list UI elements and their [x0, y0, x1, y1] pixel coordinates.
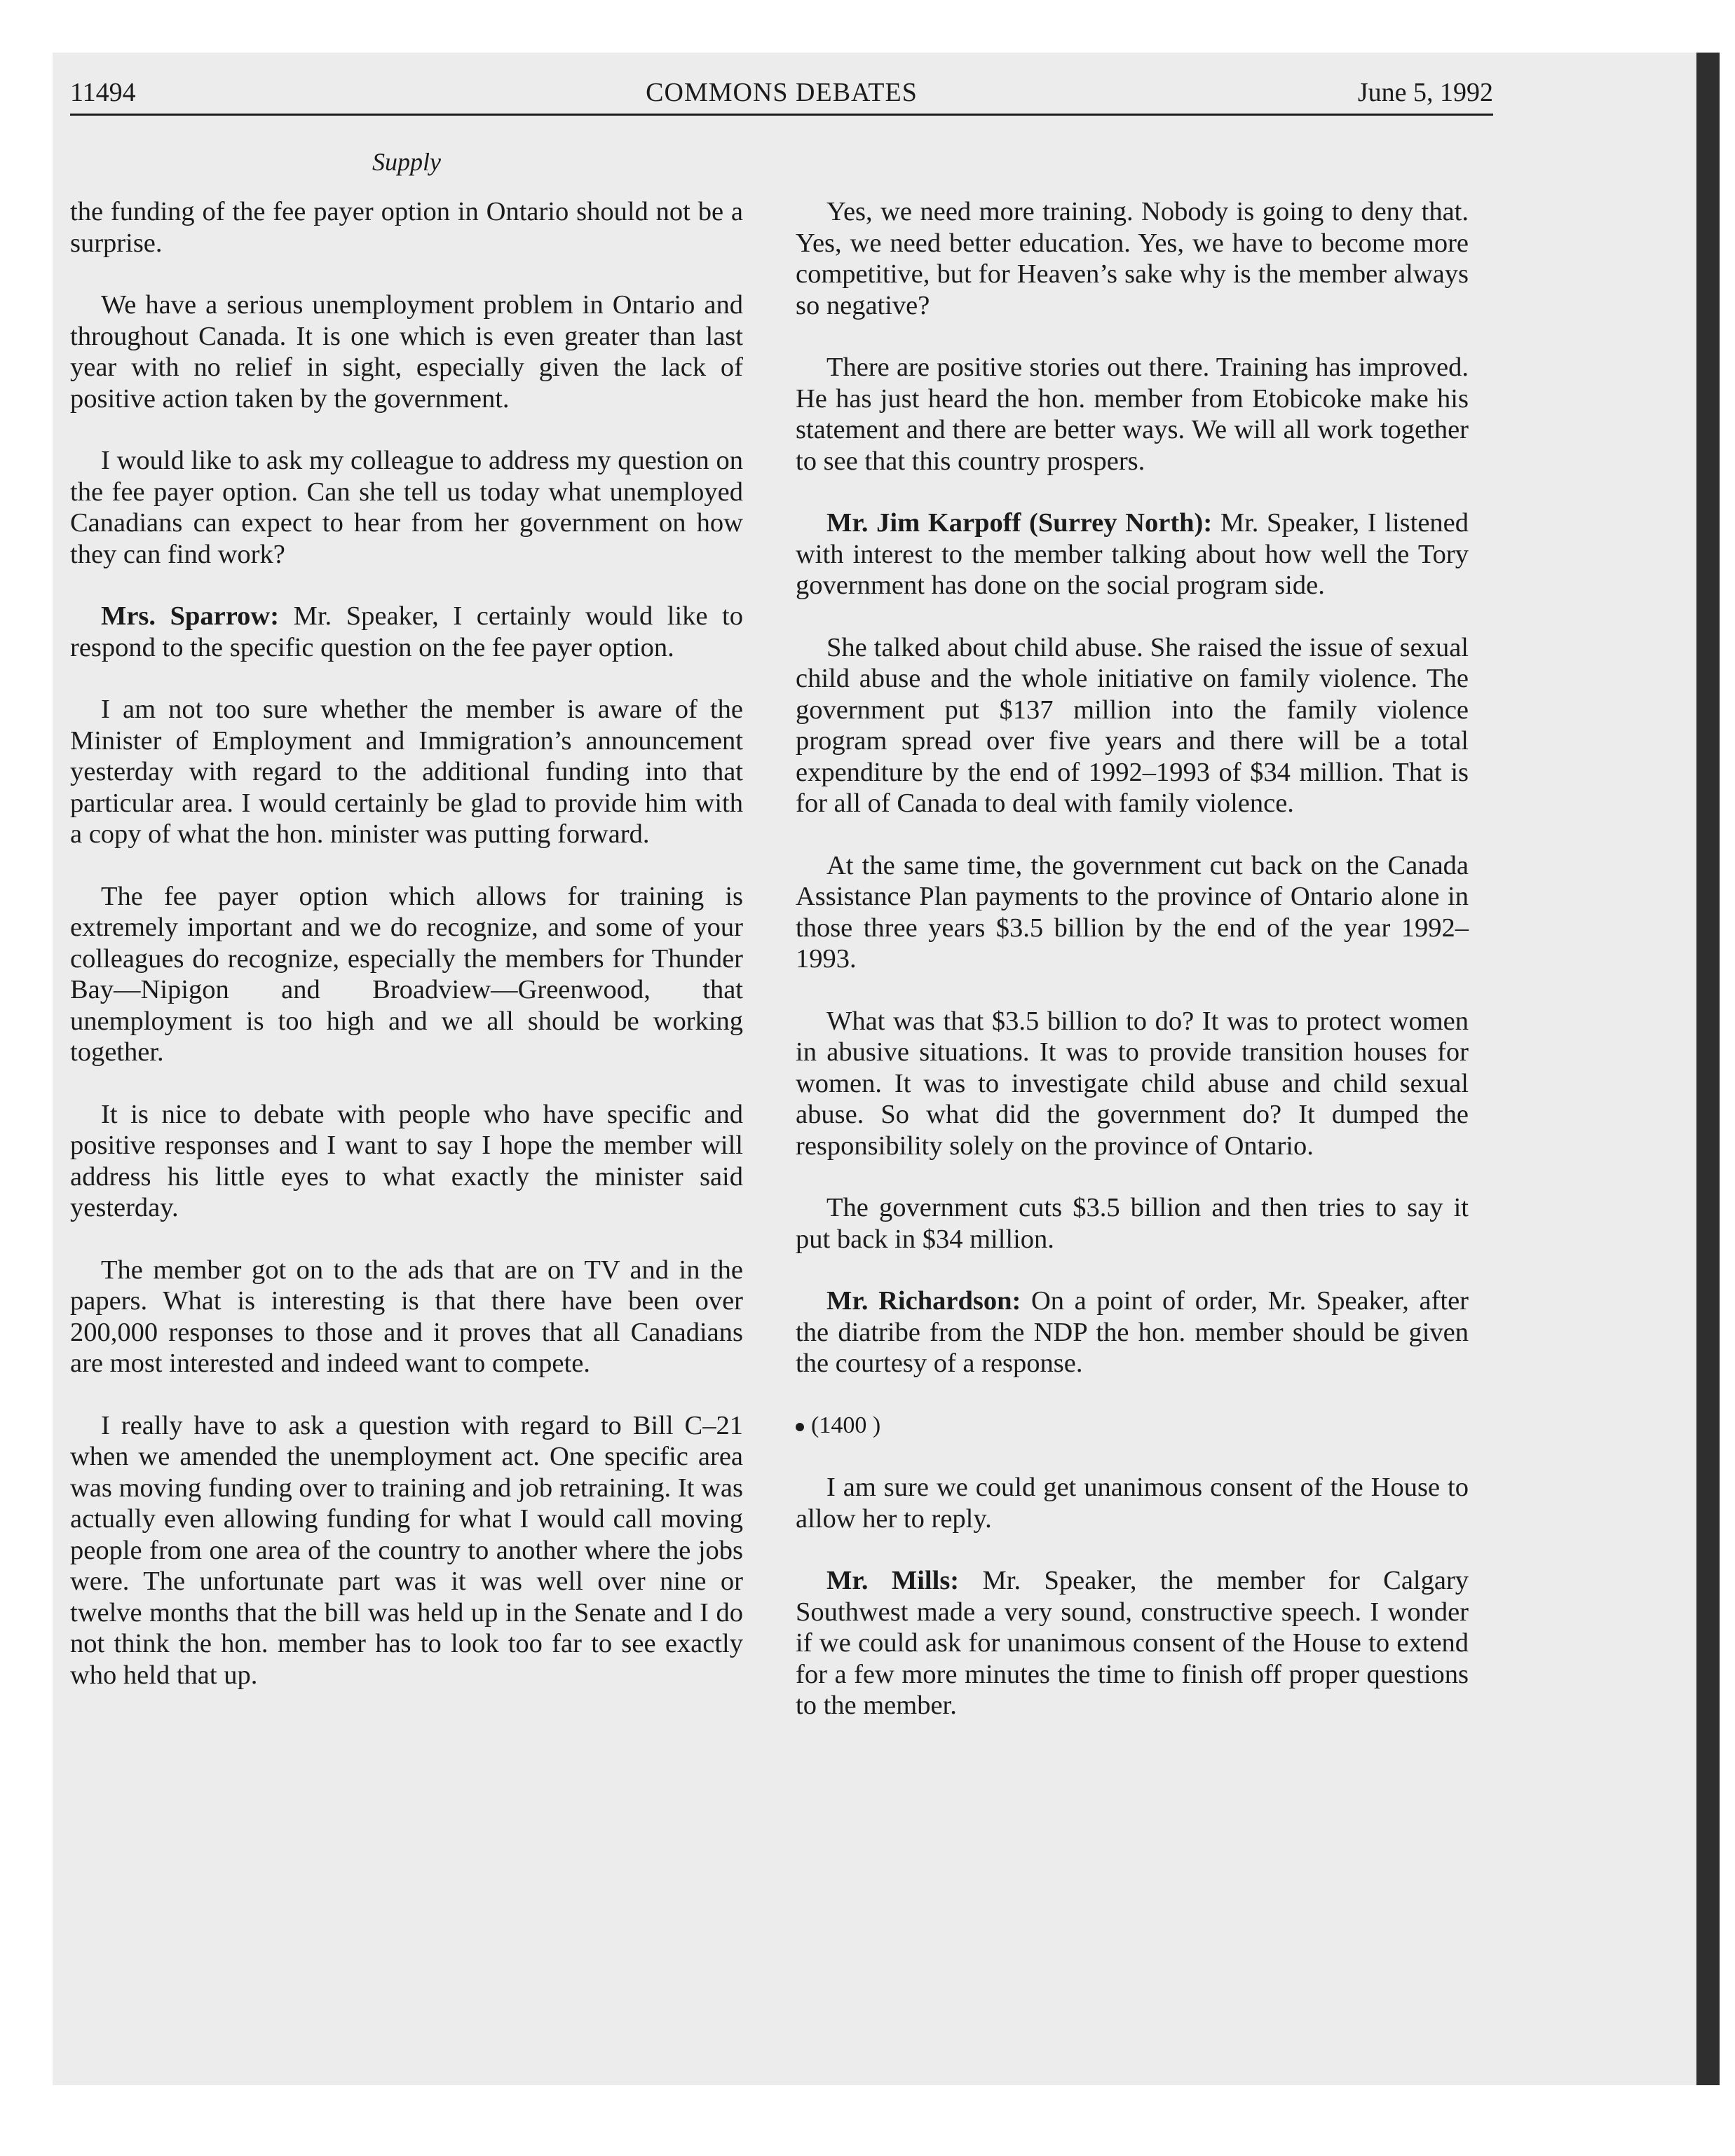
paragraph: The member got on to the ads that are on TV and in the papers. What is interesting is that there have been over 200,000 responses to those and it proves that all Canadians are most interested and indeed want to compete.	[70, 1255, 743, 1378]
right-column	[796, 196, 1469, 1752]
paragraph: The fee payer option which allows for training is extremely important and we do recognize, and some of your colleagues do recognize, especially the members for Thunder Bay—Nipigon and Broadview—Greenwood, that unemployment is too high and we all should be working together.	[70, 881, 743, 1067]
time-marker-text: (1400 )	[811, 1412, 881, 1438]
speech-paragraph	[70, 601, 743, 663]
speech-text: On a point of order, Mr. Speaker, after the diatribe from the NDP the hon. member should be given the courtesy of a response.	[796, 1286, 1469, 1378]
speaker-name: Mr. Mills:	[826, 1566, 960, 1595]
time-marker	[796, 1410, 1469, 1442]
paragraph: I am sure we could get unanimous consent of the House to allow her to reply.	[796, 1473, 1469, 1534]
speech-paragraph	[796, 507, 1469, 601]
header-rule	[70, 114, 1493, 116]
paragraph: What was that $3.5 billion to do? It was to protect women in abusive situations. It was to provide transition houses for women. It was to investigate child abuse and child sexual abuse. So what did the government do? It dumped the responsibility solely on the province of Ontario.	[796, 1006, 1469, 1161]
paragraph: I really have to ask a question with regard to Bill C–21 when we amended the unemployment act. One specific area was moving funding over to training and job retraining. It was actually even allowing funding for what I would call moving people from one area of the country to another where the jobs were. The unfortunate part was it was well over nine or twelve months that the bill was held up in the Senate and I do not think the hon. member has to look too far to see exactly who held that up.	[70, 1410, 743, 1690]
section-title: Supply	[372, 148, 441, 176]
paragraph: It is nice to debate with people who have specific and positive responses and I want to say I hope the member will address his little eyes to what exactly the minister said yesterday.	[70, 1099, 743, 1222]
speaker-name: Mr. Richardson:	[826, 1286, 1021, 1316]
page-date: June 5, 1992	[1357, 78, 1493, 107]
speech-paragraph	[796, 1285, 1469, 1379]
paragraph: At the same time, the government cut back on the Canada Assistance Plan payments to the province of Ontario alone in those three years $3.5 billion by the end of the year 1992–1993.	[796, 850, 1469, 974]
speech-text: Mr. Speaker, I certainly would like to respond to the specific question on the fee payer option.	[70, 601, 744, 662]
paragraph: The government cuts $3.5 billion and then tries to say it put back in $34 million.	[796, 1193, 1469, 1254]
page-number: 11494	[70, 78, 136, 107]
paragraph: I would like to ask my colleague to address my question on the fee payer option. Can she tell us today what unemployed Canadians can expect to hear from her government on how they can find work?	[70, 446, 743, 569]
bullet-icon	[796, 1423, 804, 1431]
paragraph: There are positive stories out there. Training has improved. He has just heard the hon. member from Etobicoke make his statement and there are better ways. We will all work together to see that this country prospers.	[796, 353, 1469, 476]
page-header	[70, 77, 1493, 112]
paragraph: I am not too sure whether the member is aware of the Minister of Employment and Immigration’s announcement yesterday with regard to the additional funding into that particular area. I would certainly be glad to provide him with a copy of what the hon. minister was putting forward.	[70, 695, 743, 849]
paragraph: the funding of the fee payer option in Ontario should not be a surprise.	[70, 197, 743, 258]
speaker-name: Mr. Jim Karpoff (Surrey North):	[826, 508, 1213, 538]
paragraph: We have a serious unemployment problem in Ontario and throughout Canada. It is one which is even greater than last year with no relief in sight, especially given the lack of positive action taken by the government.	[70, 290, 743, 414]
speech-text: Mr. Speaker, I listened with interest to the member talking about how well the Tory government has done on the social program side.	[796, 508, 1469, 600]
left-column	[70, 196, 743, 1721]
scan-edge-shadow	[1696, 53, 1720, 2085]
speaker-name: Mrs. Sparrow:	[101, 601, 280, 631]
paragraph: She talked about child abuse. She raised the issue of sexual child abuse and the whole initiative on family violence. The government put $137 million into the family violence program spread over five years and there will be a total expenditure by the end of 1992–1993 of $34 million. That is for all of Canada to deal with family violence.	[796, 632, 1469, 818]
journal-title: COMMONS DEBATES	[646, 78, 918, 107]
paragraph: Yes, we need more training. Nobody is going to deny that. Yes, we need better education. Yes, we have to become more competitive, but for Heaven’s sake why is the member always so negative?	[796, 197, 1469, 320]
speech-text: Mr. Speaker, the member for Calgary Southwest made a very sound, constructive speech. I wonder if we could ask for unanimous consent of the House to extend for a few more minutes the time to finish off proper questions to the member.	[796, 1566, 1469, 1720]
speech-paragraph	[796, 1565, 1469, 1721]
